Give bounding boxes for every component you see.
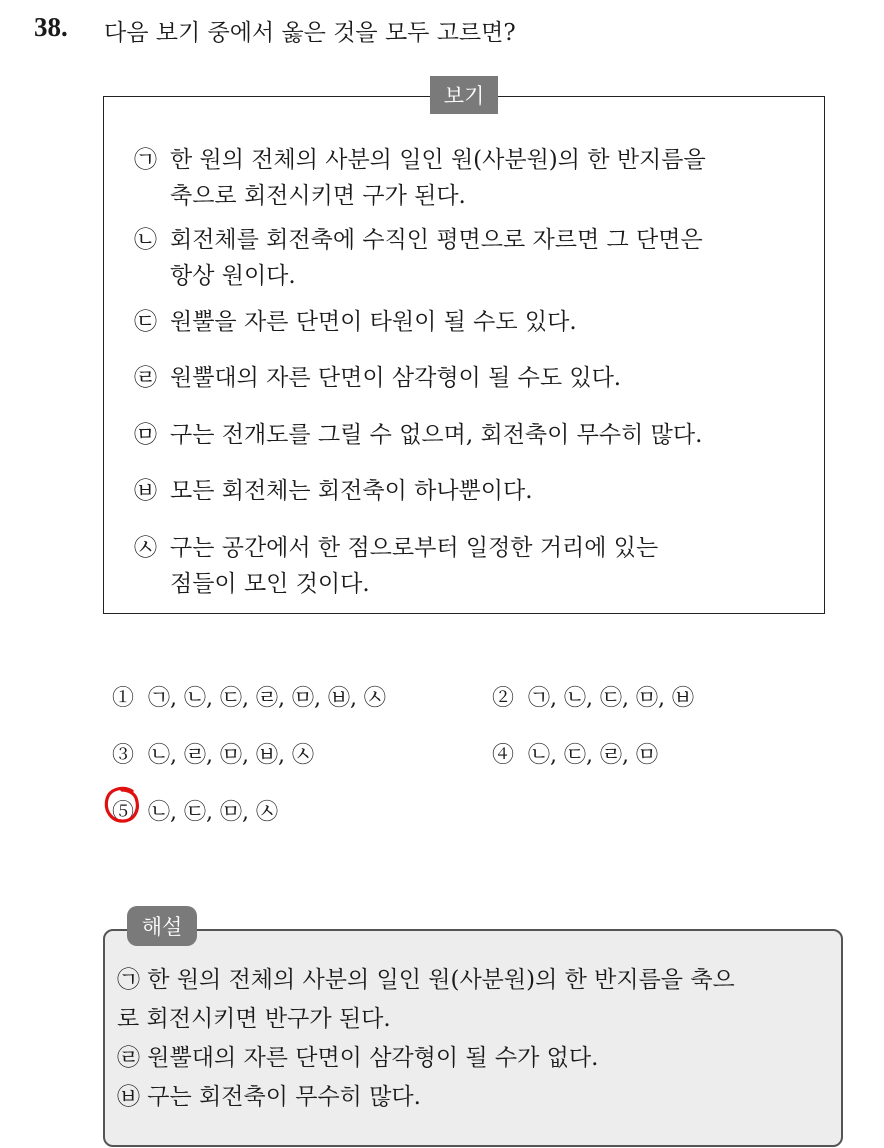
statement-line: 축으로 회전시키면 구가 된다. <box>170 183 466 209</box>
statement-line: 구는 전개도를 그릴 수 없으며, 회전축이 무수히 많다. <box>170 422 703 448</box>
explanation-line: ㉣ 원뿔대의 자른 단면이 삼각형이 될 수가 없다. <box>117 1045 599 1071</box>
statement-line: 원뿔대의 자른 단면이 삼각형이 될 수도 있다. <box>170 365 622 391</box>
choice-text: ㉠, ㉡, ㉢, ㉣, ㉤, ㉥, ㉦ <box>148 686 386 711</box>
statement-6 <box>134 473 533 509</box>
statement-line: 회전체를 회전축에 수직인 평면으로 자르면 그 단면은 <box>170 227 703 253</box>
choice-1[interactable] <box>112 681 386 712</box>
choice-number: ④ <box>492 743 515 768</box>
statement-marker: ㉤ <box>134 422 157 448</box>
statement-marker: ㉥ <box>134 478 157 504</box>
statement-marker: ㉠ <box>134 147 157 173</box>
explanation-line: 로 회전시키면 반구가 된다. <box>117 1006 391 1032</box>
statement-line: 구는 공간에서 한 점으로부터 일정한 거리에 있는 <box>170 535 659 561</box>
statement-4 <box>134 360 621 396</box>
choice-number: ② <box>492 686 515 711</box>
statement-7 <box>134 530 658 602</box>
statement-3 <box>134 304 577 340</box>
statement-marker: ㉣ <box>134 365 157 391</box>
statement-1 <box>134 142 706 214</box>
statement-line: 한 원의 전체의 사분의 일인 원(사분원)의 한 반지름을 <box>170 147 706 173</box>
statement-marker: ㉢ <box>134 309 157 335</box>
question-text: 다음 보기 중에서 옳은 것을 모두 고르면? <box>104 20 516 46</box>
statement-marker: ㉦ <box>134 535 157 561</box>
choice-text: ㉡, ㉣, ㉤, ㉥, ㉦ <box>148 743 314 768</box>
explanation-line: ㉠ 한 원의 전체의 사분의 일인 원(사분원)의 한 반지름을 축으 <box>117 967 735 993</box>
choice-text: ㉡, ㉢, ㉤, ㉦ <box>148 800 278 825</box>
choice-text: ㉡, ㉢, ㉣, ㉤ <box>528 743 658 768</box>
choice-number: ⑤ <box>112 800 135 825</box>
choice-number: ③ <box>112 743 135 768</box>
explanation-line: ㉥ 구는 회전축이 무수히 많다. <box>117 1084 421 1110</box>
question-number: 38. <box>34 12 68 42</box>
explanation-label: 해설 <box>127 906 197 946</box>
choice-number: ① <box>112 686 135 711</box>
statement-5 <box>134 417 702 453</box>
bogi-label: 보기 <box>430 76 498 114</box>
statement-line: 항상 원이다. <box>170 263 296 289</box>
choice-3[interactable] <box>112 738 314 769</box>
statement-marker: ㉡ <box>134 227 157 253</box>
statement-line: 모든 회전체는 회전축이 하나뿐이다. <box>170 478 533 504</box>
statement-2 <box>134 222 703 294</box>
choice-2[interactable] <box>492 681 694 712</box>
choice-text: ㉠, ㉡, ㉢, ㉤, ㉥ <box>528 686 694 711</box>
choice-4[interactable] <box>492 738 658 769</box>
answer-circle-mark <box>102 785 142 825</box>
statement-line: 점들이 모인 것이다. <box>170 571 370 597</box>
statement-line: 원뿔을 자른 단면이 타원이 될 수도 있다. <box>170 309 577 335</box>
